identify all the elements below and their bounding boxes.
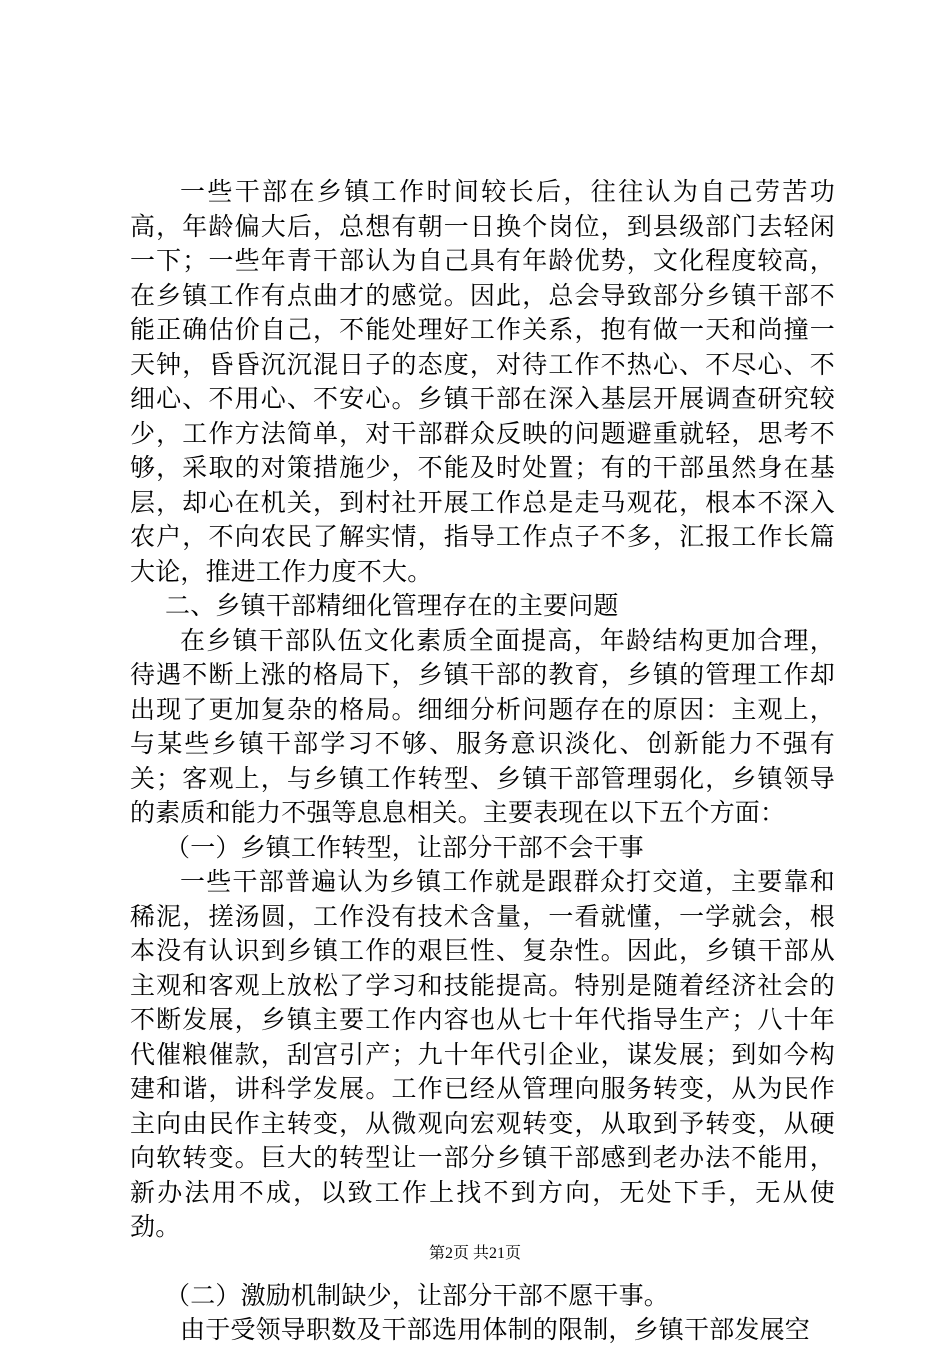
page-footer: 第2页 共21页 — [428, 1245, 521, 1262]
paragraph-problem-causes: 在乡镇干部队伍文化素质全面提高，年龄结构更加合理，待遇不断上涨的格局下，乡镇干部的教育，乡镇的管理工作却出现了更加复杂的格局。细细分析问题存在的原因：主观上，与某些乡镇干部学习不够、服务意识淡化、创新能力不强有关；客观上，与乡镇工作转型、乡镇干部管理弱化，乡镇领导的素质和能力不强等息息相关。主要表现在以下五个方面： — [130, 625, 835, 827]
paragraph-cadre-attitude: 一些干部在乡镇工作时间较长后，往往认为自己劳苦功高，年龄偏大后，总想有朝一日换个岗位，到县级部门去轻闲一下；一些年青干部认为自己具有年龄优势，文化程度较高，在乡镇工作有点曲才的感觉。因此，总会导致部分乡镇干部不能正确估价自己，不能处理好工作关系，抱有做一天和尚撞一天钟，昏昏沉沉混日子的态度，对待工作不热心、不尽心、不细心、不用心、不安心。乡镇干部在深入基层开展调查研究较少，工作方法简单，对干部群众反映的问题避重就轻，思考不够，采取的对策措施少，不能及时处置；有的干部虽然身在基层，却心在机关，到村社开展工作总是走马观花，根本不深入农户，不向农民了解实情，指导工作点子不多，汇报工作长篇大论，推进工作力度不大。 — [130, 177, 835, 586]
document-body — [130, 175, 835, 1348]
paragraph-work-transition: 一些干部普遍认为乡镇工作就是跟群众打交道，主要靠和稀泥，搓汤圆，工作没有技术含量，一看就懂，一学就会，根本没有认识到乡镇工作的艰巨性、复杂性。因此，乡镇干部从主观和客观上放松了学习和技能提高。特别是随着经济社会的不断发展，乡镇主要工作内容也从七十年代指导生产；八十年代催粮催款，刮宫引产；九十年代引企业，谋发展；到如今构建和谐，讲科学发展。工作已经从管理向服务转变，从为民作主向由民作主转变，从微观向宏观转变，从取到予转变，从硬向软转变。巨大的转型让一部分乡镇干部感到老办法不能用，新办法用不成，以致工作上找不到方向，无处下手，无从使劲。 — [130, 867, 835, 1241]
subheading-one: （一）乡镇工作转型，让部分干部不会干事 — [165, 832, 644, 862]
section-heading-two: 二、乡镇干部精细化管理存在的主要问题 — [165, 591, 619, 620]
paragraph-leadership-limits: 由于受领导职数及干部选用体制的限制，乡镇干部发展空 — [180, 1315, 811, 1344]
subheading-two: （二）激励机制缺少，让部分干部不愿干事。 — [165, 1280, 670, 1310]
